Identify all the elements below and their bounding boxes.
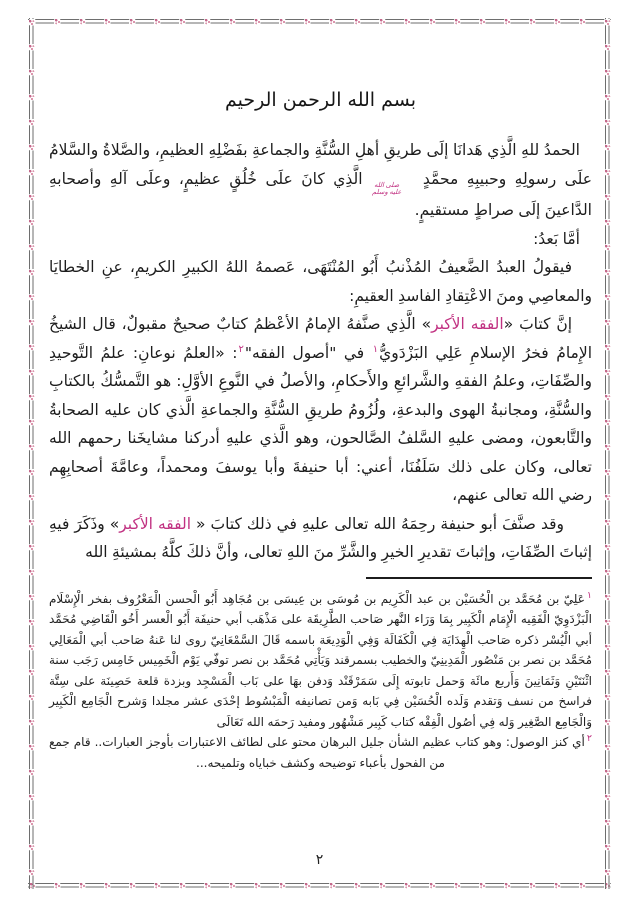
page-content [35,25,604,882]
decorative-border-bottom [28,882,611,889]
p5-text-1: وقد صنَّفَ أبو حنيفة رحِمَهُ الله تعالى عليهِ في ذلك كتابَ « [191,514,564,533]
paragraph-hamd-text-1: الحمدُ للهِ الَّذِي هَدانَا إلَى طريقِ أهلِ السُّنَّةِ والجماعةِ بفَضْلِهِ العظيمِ، والصَّلاةُ والسَّلامُ علَى رسولِهِ وحبيبِهِ محمَّدٍ [49,141,592,188]
footnote-2-text: أي كنز الوصول: وهو كتاب عظيم الشأن جليل البرهان محتو على لطائف الاعتبارات بأوجز العبارات.. قام جمع من الفحول بأعباء توضيحه وكشف خباياه وتلميحه... [49,735,585,770]
footnote-1-text: عَلِيّ بن مُحَمَّد بن الْحُسَيْن بن عبد الْكَرِيم بن مُوسَى بن عِيسَى بن مُجَاهِد أَبُو الْحسن الْمَعْرُوف بفخر الْإِسْلَام الْبَزْدَوِيّ الْفَقِيه الْإِمَام الْكَبِير بِمَا وَرَاء النَّهر صَاحب الطَّرِيقَة على مَذْهَب أبي حنيفَة أَبُو الْعسر أَخُو الْقَاضِي مُحَمَّد أبي الْيُسْر ذكره صَاحب الْهِدَايَة فِي الْكَفَالَة وَفِي الْوَدِيعَة باسمه قَالَ السَّمْعَانِيّ روى لنا عَنهُ صَاحب أبي الْمَعَالِي مُحَمَّد بن نصر بن مَنْصُور الْمَدِينِيّ والخطيب بسمرقند وَيَأْتِي مُحَمَّد بن نصر توفّي يَوْم الْخَمِيس خَامِس رَجَب سنة اثْنَتَيْنِ وَثَمَانِينَ وَأَربع مائَة وَحمل تابوته إِلَى سَمَرْقَنْد وَدفن بهَا على بَاب الْمَسْجِد وبزدة قلعة حَصِينَة على سِتَّة فراسخ من نسف وَتقدم وَلَده الْحُسَيْن فِي بَابه وَمن تصانيفه الْمَبْسُوط إحْدَى عشر مجلدا وَشرح الْجَامِع الْكَبِير وَالْجَامِع الصَّغِير وَله فِي أصُول الْفِقْه كتاب كَبِير مَشْهُور ومفيد رَحمَه الله تَعَالَى [49,591,592,729]
footnote-1-marker: ١ [586,589,592,601]
p4-text-3: في "أصول الفقه" [244,343,372,362]
footnote-2 [49,732,592,773]
paragraph-amma-baad: أمَّا بَعدُ: [533,229,580,248]
decorative-border-top [28,18,611,25]
prophet-honorific-glyph [372,182,413,197]
p4-text-1: إنَّ كتابَ « [503,315,573,334]
footnote-separator-rule [366,577,592,579]
p4-text-4: : «العلمُ نوعانِ: علمُ التَّوحيدِ والصِّفَاتِ، وعلمُ الفقهِ والشَّرائعِ والأَحكامِ، والأصلُ في النَّوعِ الأوَّلِ: هو التَّمسُّكُ بالكتابِ والسُّنَّةِ، ومجانبةُ الهوى والبدعةِ، ولُزُومُ طريقِ السُّنَّةِ والجماعةِ الَّذي كان عليه الصحابةُ والتَّابعون، ومضى عليهِ السَّلفُ الصَّالحون، وهو الَّذي عليهِ أدركنا مشايخَنا رحمهم الله تعالى، وكان على ذلك سَلَفُنَا، أعني: أبا حنيفةَ وأبا يوسفَ ومحمداً، وعامَّةَ أصحابِهِم رضي الله تعالى عنهم، [49,343,592,505]
footnote-1 [49,589,592,733]
paragraph-author-intro: فيقولُ العبدُ الضَّعيفُ المُذْنبُ أَبُو المُنْتَهَى، عَصمهُ اللهُ الكبيرِ الكريمِ، عنِ الخطايَا والمعاصِي ومنَ الاعْتِقادِ الفاسدِ العقيمِ: [49,258,592,305]
body-text [49,136,592,567]
p5-text-2: » وذَكَرَ فيهِ إثباتَ الصِّفَاتِ، وإثباتَ تقديرِ الخيرِ والشَّرِّ منَ اللهِ تعالى، وأنَّ ذلكَ كلَّهُ بمشيئةِ الله [49,514,592,562]
footnotes-section [49,589,592,774]
decorative-border-right [604,18,611,889]
paragraph-abu-hanifa [49,510,592,567]
paragraph-hamd-text-2: الَّذِي كانَ علَى خُلُقٍ عظيمٍ، وعلَى آلهِ وأصحابهِ الدَّاعينَ إلَى صراطٍ مستقيمٍ. [49,169,592,220]
honorific-line-2: عليه وسلم [371,187,402,196]
page-frame [28,18,611,889]
footnote-ref-2: ٢ [238,343,244,355]
p4-text-2: » الَّذِي صنَّفهُ الإمامُ الأعْظمُ كتابٌ صحيحٌ مقبولٌ، قال الشيخُ الإِمامُ فخرُ الإسلامِ عَلِي البَزْدَويُّ [49,315,592,362]
decorative-border-left [28,18,35,889]
bismillah-heading: بسم الله الرحمن الرحيم [225,89,416,111]
book-title-highlight-2: الفقه الأكبر [119,514,192,533]
footnote-ref-1: ١ [372,343,379,355]
footnote-2-marker: ٢ [586,733,592,745]
book-title-highlight: الفقه الأكبر [431,315,504,334]
paragraph-fiqh-akbar [49,310,592,510]
page-number: ٢ [315,852,324,868]
honorific-line-1: صلى الله [374,180,400,189]
paragraph-hamd [49,136,592,225]
